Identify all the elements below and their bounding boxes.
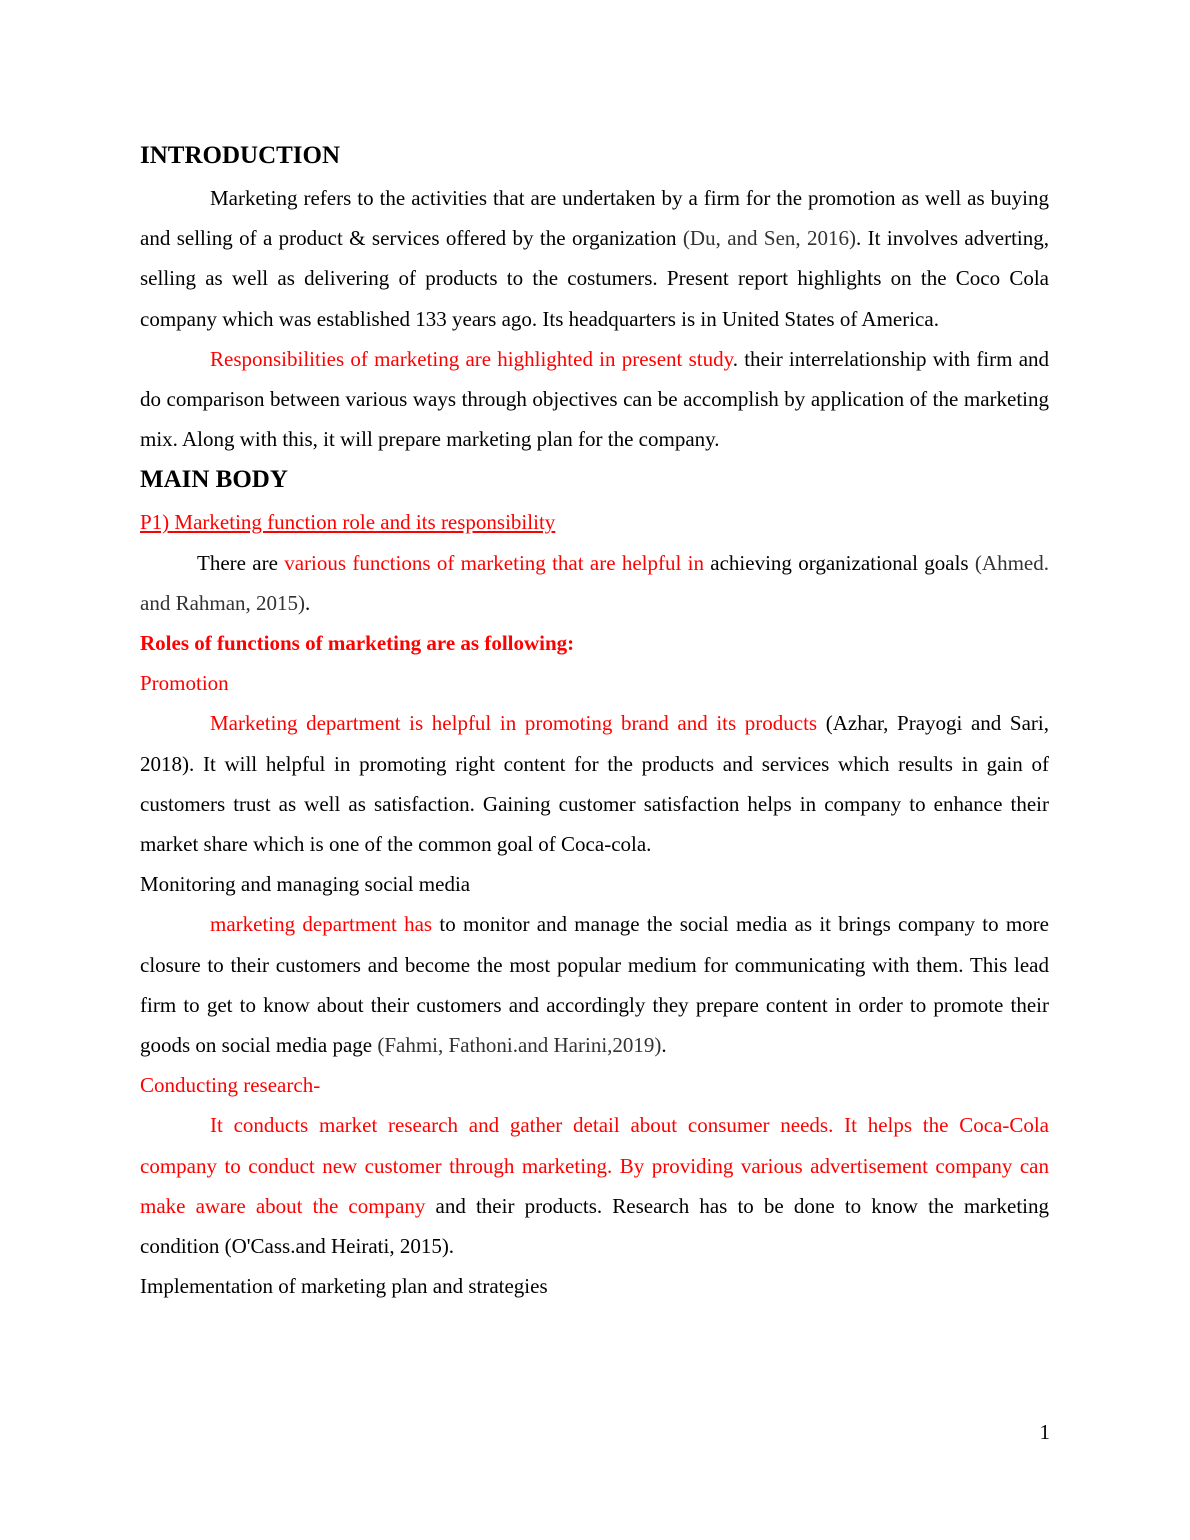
introduction-heading: INTRODUCTION <box>140 142 341 169</box>
intro-p1-text-2: . It involves adverting, selling as well as delivering of products to the costumers. Present report highlights on the Coco Cola company which was established 133 years ago. Its headquarters is in United States of America. <box>140 226 1049 331</box>
main-body-heading: MAIN BODY <box>140 466 288 494</box>
research-heading: Conducting research- <box>140 1073 321 1098</box>
promotion-paragraph <box>140 703 1049 864</box>
social-media-text-2: . <box>661 1033 667 1058</box>
roles-heading: Roles of functions of marketing are as following: <box>140 631 575 656</box>
social-media-citation: (Fahmi, Fathoni.and Harini,2019) <box>377 1033 662 1058</box>
functions-intro-paragraph <box>140 543 1049 623</box>
intro-p2-highlight: Responsibilities of marketing are highlighted in present study <box>210 346 733 371</box>
intro-p2-text: . their interrelationship with firm and do comparison between various ways through objectives can be accomplish by application of the marketing mix. Along with this, it will prepare marketing plan for the company. <box>140 346 1050 452</box>
promotion-highlight: Marketing department is helpful in promoting brand and its products <box>210 711 818 736</box>
intro-p1-text-1: Marketing refers to the activities that are undertaken by a firm for the promotion as well as buying and selling of a product & services offered by the organization <box>140 186 1049 251</box>
social-media-text: to monitor and manage the social media as it brings company to more closure to their customers and become the most popular medium for communicating with them. This lead firm to get to know about their customers and accordingly they prepare content in order to promote their goods on social media page <box>140 912 1049 1058</box>
functions-intro-highlight: various functions of marketing that are helpful in <box>284 550 704 575</box>
functions-intro-citation: (Ahmed. and Rahman, 2015) <box>140 550 1049 615</box>
research-text: and their products. Research has to be done to know the marketing condition (O'Cass.and Heirati, 2015). <box>140 1193 1049 1259</box>
introduction-paragraph-1 <box>140 178 1049 339</box>
social-media-heading: Monitoring and managing social media <box>140 872 471 897</box>
implementation-heading: Implementation of marketing plan and strategies <box>140 1274 548 1299</box>
research-paragraph <box>140 1105 1049 1266</box>
social-media-highlight: marketing department has <box>210 912 433 937</box>
functions-intro-text-1: There are <box>197 550 285 575</box>
promotion-text: (Azhar, Prayogi and Sari, 2018). It will helpful in promoting right content for the products and services which results in gain of customers trust as well as satisfaction. Gaining customer satisfaction helps in company to enhance their market share which is one of the common goal of Coca-cola. <box>140 711 1049 857</box>
page-number: 1 <box>1039 1420 1050 1444</box>
intro-p1-citation: (Du, and Sen, 2016) <box>682 226 857 251</box>
social-media-paragraph <box>140 904 1049 1065</box>
document-page <box>140 138 1049 1306</box>
promotion-heading: Promotion <box>140 671 229 696</box>
functions-intro-text-3: . <box>305 590 311 615</box>
introduction-paragraph-2 <box>140 339 1049 460</box>
functions-intro-text-2: achieving organizational goals <box>703 550 975 575</box>
p1-section-title: P1) Marketing function role and its responsibility <box>140 510 556 535</box>
research-highlight: It conducts market research and gather detail about consumer needs. It helps the Coca-Cola company to conduct new customer through marketing. By providing various advertisement company can make aware about the company <box>140 1113 1049 1218</box>
